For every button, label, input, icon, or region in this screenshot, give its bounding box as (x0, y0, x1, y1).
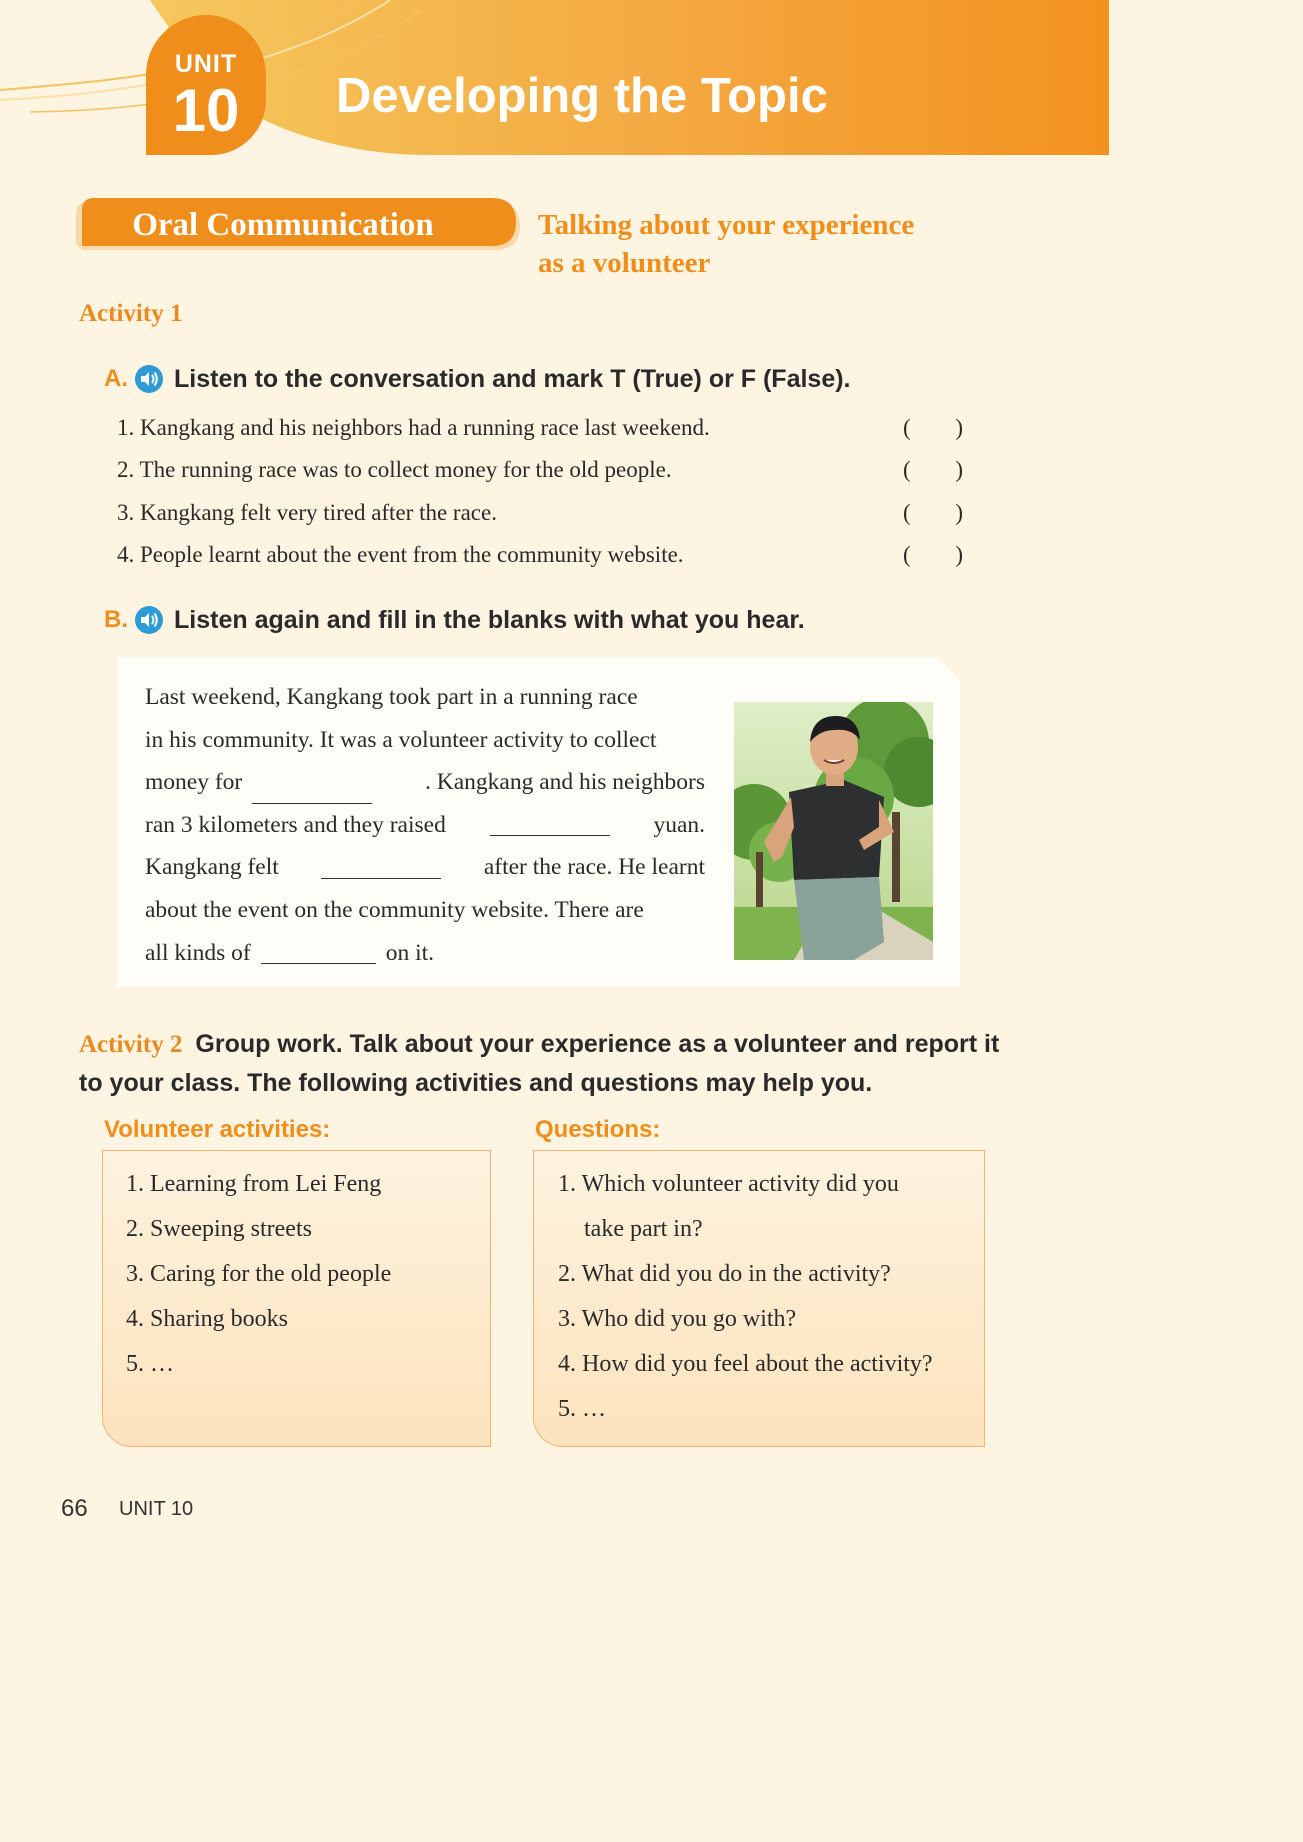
questions-heading: Questions: (535, 1116, 661, 1143)
passage-text-segment: . Kangkang and his neighbors (425, 769, 705, 796)
answer-paren-1[interactable]: ( ) (903, 415, 963, 440)
passage-text-segment: money for (145, 769, 243, 796)
list-item: 4. How did you feel about the activity? (558, 1351, 933, 1377)
statement-3: 3. Kangkang felt very tired after the race. (117, 500, 497, 525)
speaker-icon[interactable] (134, 364, 164, 394)
footer-unit-label: UNIT 10 (119, 1498, 194, 1520)
activity2-label: Activity 2 (79, 1031, 183, 1058)
partB-letter: B. (104, 606, 128, 633)
statement-4: 4. People learnt about the event from the community website. (117, 542, 684, 567)
list-item: 2. What did you do in the activity? (558, 1261, 891, 1287)
partB-instruction: Listen again and fill in the blanks with what you hear. (174, 605, 805, 634)
list-item: 5. … (558, 1396, 606, 1422)
passage-line: in his community. It was a volunteer activity to collect (145, 726, 657, 753)
section-subtitle-line1: Talking about your experience (538, 209, 915, 241)
passage-text-segment: ran 3 kilometers and they raised (145, 811, 446, 838)
list-item: 1. Learning from Lei Feng (126, 1171, 382, 1197)
passage-text-segment: on it. (385, 939, 435, 966)
runner-illustration (734, 702, 933, 960)
blank-4[interactable] (261, 943, 376, 964)
answer-paren-4[interactable]: ( ) (903, 542, 963, 567)
answer-paren-3[interactable]: ( ) (903, 500, 963, 525)
partA-instruction: Listen to the conversation and mark T (True) or F (False). (174, 364, 851, 393)
blank-1[interactable] (252, 783, 372, 804)
list-item: 5. … (126, 1351, 174, 1377)
passage-line: Last weekend, Kangkang took part in a running race (145, 684, 638, 710)
list-item: 4. Sharing books (126, 1306, 288, 1332)
blank-2[interactable] (490, 815, 610, 836)
section-subtitle (538, 206, 1008, 282)
passage-text-segment: Kangkang felt (145, 854, 279, 881)
passage-text-segment: all kinds of (145, 939, 251, 966)
partA-letter: A. (104, 365, 128, 392)
passage-text (145, 676, 705, 974)
statement-2: 2. The running race was to collect money for the old people. (117, 457, 672, 482)
section-title: Oral Communication (132, 207, 434, 243)
activities-heading: Volunteer activities: (104, 1116, 331, 1143)
section-subtitle-line2: as a volunteer (538, 247, 711, 279)
list-item: 3. Who did you go with? (558, 1306, 797, 1332)
passage-line (145, 932, 705, 975)
passage-text-segment: yuan. (653, 811, 705, 838)
answer-paren-2[interactable]: ( ) (903, 457, 963, 482)
page-title: Developing the Topic (336, 69, 828, 123)
speaker-icon[interactable] (134, 605, 164, 635)
partB-header (104, 605, 805, 635)
activities-list (126, 1162, 486, 1387)
unit-number: 10 (172, 77, 240, 144)
list-item: take part in? (584, 1216, 703, 1242)
activity2-instruction: Group work. Talk about your experience as a volunteer and report it to your class. The following activities and questions may help you. (79, 1030, 1000, 1097)
list-item: 2. Sweeping streets (126, 1216, 312, 1242)
passage-line (145, 804, 705, 847)
activity2-block (79, 1025, 1029, 1102)
blank-3[interactable] (321, 858, 441, 879)
statement-1: 1. Kangkang and his neighbors had a running race last weekend. (117, 415, 710, 440)
passage-line (145, 846, 705, 889)
passage-line: about the event on the community website. There are (145, 896, 644, 923)
partA-header (104, 364, 851, 394)
questions-list (558, 1162, 978, 1432)
unit-word: UNIT (174, 50, 238, 78)
list-item: 3. Caring for the old people (126, 1261, 392, 1287)
passage-line (145, 761, 705, 804)
activity1-label: Activity 1 (79, 300, 183, 327)
list-item: 1. Which volunteer activity did you (558, 1171, 899, 1197)
page-number: 66 (61, 1495, 88, 1522)
passage-text-segment: after the race. He learnt (483, 854, 705, 881)
